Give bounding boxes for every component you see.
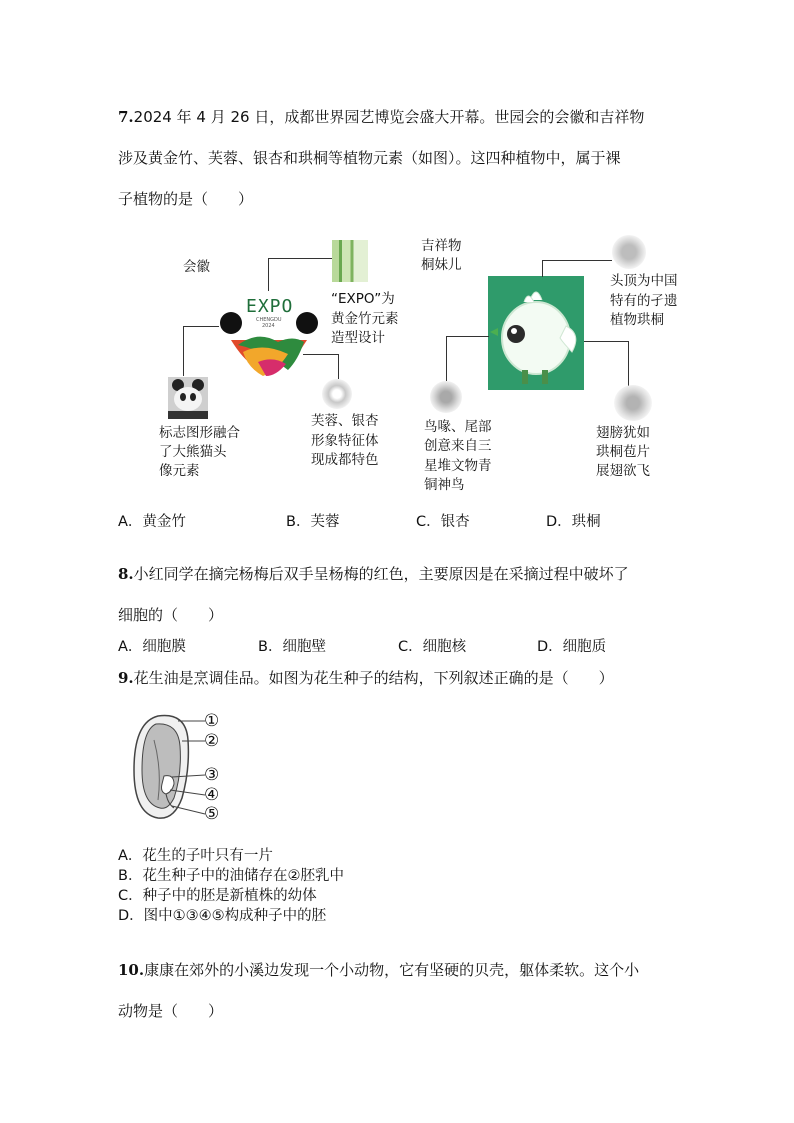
seed-label-4: ④ [204,785,220,805]
q9-option-a[interactable]: A．花生的子叶只有一片 [118,848,273,864]
q7-line3: 子植物的是（ ） [118,190,254,208]
beak-note-1: 鸟喙、尾部 [424,419,492,435]
bamboo-note-1: “EXPO”为 [331,291,395,307]
head-note-1: 头顶为中国 [610,273,678,289]
q9-number: 9. [118,669,134,687]
q7-line1 [118,107,644,127]
wing-note-3: 展翅欲飞 [596,463,650,479]
bract-sketch [614,385,652,421]
q7-option-d[interactable]: D．珙桐 [546,514,601,530]
emblem-title: 会徽 [183,259,210,275]
q8-text-1: 小红同学在摘完杨梅后双手呈杨梅的红色，主要原因是在采摘过程中破坏了 [133,565,629,583]
q9-option-c[interactable]: C．种子中的胚是新植株的幼体 [118,888,317,904]
q8-option-d[interactable]: D．细胞质 [537,639,607,655]
q9-text-1: 花生油是烹调佳品。如图为花生种子的结构，下列叙述正确的是（ ） [133,669,614,687]
seed-label-3: ③ [204,765,220,785]
panda-photo [168,377,208,419]
connector [584,341,628,342]
q7-option-c[interactable]: C．银杏 [416,514,470,530]
q10-line2: 动物是（ ） [118,1002,224,1020]
q7-option-a[interactable]: A．黄金竹 [118,514,186,530]
bamboo-photo [332,240,368,282]
connector [183,326,219,327]
head-note-2: 特有的孑遗 [610,293,678,309]
connector [542,260,612,261]
emblem-year-text: 2024 [262,323,275,329]
panda-note-3: 像元素 [159,463,200,479]
wing-note-2: 珙桐苞片 [596,444,650,460]
panda-note-2: 了大熊猫头 [159,444,227,460]
q9-line1 [118,668,614,688]
q7-line2: 涉及黄金竹、芙蓉、银杏和珙桐等植物元素（如图）。这四种植物中，属于裸 [118,149,621,167]
peanut-seed-diagram [128,710,238,830]
seed-label-1: ① [204,711,220,731]
flower-note-1: 芙蓉、银杏 [311,413,379,429]
q8-line1 [118,564,629,584]
q8-option-b[interactable]: B．细胞壁 [258,639,326,655]
wing-note-1: 翅膀犹如 [596,425,650,441]
q7-text-1: 2024 年 4 月 26 日，成都世界园艺博览会盛大开幕。世园会的会徽和吉祥物 [133,108,645,126]
mascot-image [488,276,584,390]
seed-label-5: ⑤ [204,804,220,824]
flower-note-2: 形象特征体 [311,433,379,449]
flower-sketch [322,379,352,409]
connector [268,258,332,259]
bamboo-note-2: 黄金竹元素 [331,311,399,327]
expo-emblem [218,290,320,384]
beak-note-2: 创意来自三 [424,438,492,454]
dove-tree-photo [612,235,646,269]
q7-number: 7. [118,108,134,126]
q9-option-d[interactable]: D．图中①③④⑤构成种子中的胚 [118,908,327,924]
panda-note-1: 标志图形融合 [159,425,240,441]
connector [628,341,629,386]
bamboo-note-3: 造型设计 [331,330,385,346]
q9-option-b[interactable]: B．花生种子中的油储存在②胚乳中 [118,868,344,884]
bronze-bird-sketch [430,381,462,413]
q10-number: 10. [118,961,145,979]
q8-line2: 细胞的（ ） [118,606,224,624]
emblem-sub-text: CHENGDU [256,317,282,323]
q8-option-a[interactable]: A．细胞膜 [118,639,186,655]
q8-number: 8. [118,565,134,583]
q7-option-b[interactable]: B．芙蓉 [286,514,340,530]
beak-note-4: 铜神鸟 [424,477,465,493]
connector [542,260,543,277]
emblem-expo-text: EXPO [246,296,294,317]
seed-label-2: ② [204,731,220,751]
connector [338,354,339,379]
mascot-title-2: 桐妹儿 [421,257,462,273]
q10-text-1: 康康在郊外的小溪边发现一个小动物，它有坚硬的贝壳，躯体柔软。这个小 [144,961,640,979]
connector [303,354,338,355]
connector [446,336,447,381]
connector [268,258,269,291]
head-note-3: 植物珙桐 [610,312,664,328]
connector [183,326,184,376]
q8-option-c[interactable]: C．细胞核 [398,639,467,655]
connector [446,336,489,337]
beak-note-3: 星堆文物青 [424,458,492,474]
flower-note-3: 现成都特色 [311,452,379,468]
mascot-title-1: 吉祥物 [421,238,462,254]
q10-line1 [118,960,639,980]
